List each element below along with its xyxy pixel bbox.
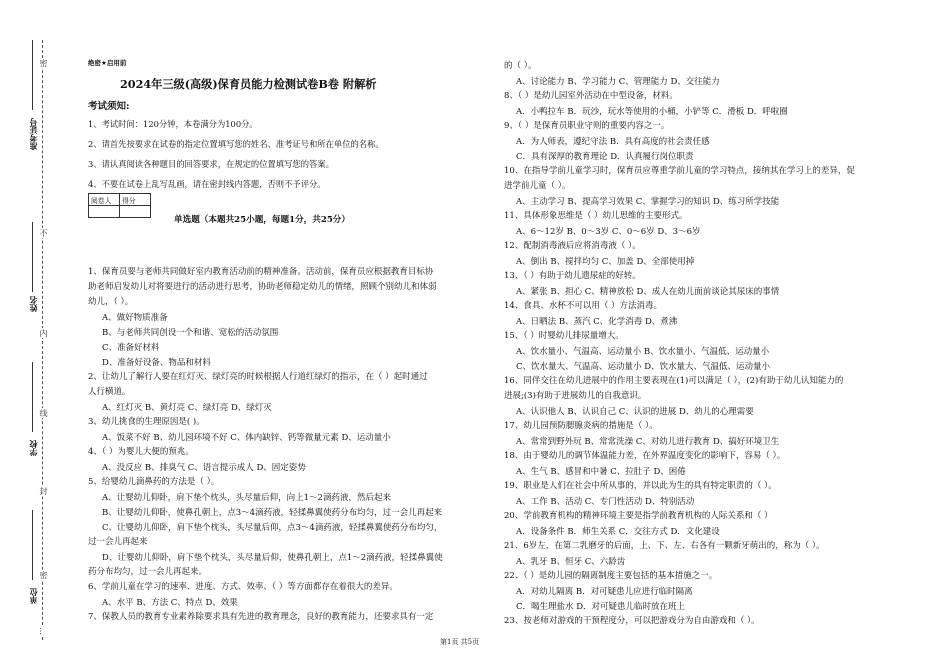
- answer-option: B、让婴幼儿仰卧，使鼻孔朝上，点3～4滴药液，轻揉鼻翼使药分布均匀，过一会儿再起来: [102, 508, 443, 518]
- answer-option: A．设备条件 B．师生关系 C．交往方式 D．文化建设: [516, 527, 720, 537]
- question-line: 19、职业是人们在社会中所从事的，并以此为生的具有特定职责的（ ）。: [504, 481, 777, 491]
- answer-option: A、红灯灭 B、黄灯亮 C、绿灯亮 D、绿灯灭: [102, 403, 272, 413]
- answer-option: C、让婴幼儿仰卧，肩下垫个枕头，头尽量后仰，点3～4滴药液，轻揉鼻翼使药分布均匀，: [102, 523, 443, 533]
- question-line: 的（ ）。: [504, 61, 537, 71]
- question-line: 6、学前儿童在学习的速率、进度、方式、效率、（ ）等方面都存在着很大的差异。: [88, 582, 398, 592]
- seal-mark: 密: [39, 59, 48, 67]
- answer-option: A、认识他人 B、认识自己 C、认识的进展 D、幼儿的心理需要: [516, 407, 754, 417]
- answer-option: C、饮水量大、气温高、运动量小 D、饮水量大、气温低、运动量小: [516, 362, 771, 372]
- answer-option: A．小鸭拉车 B．玩沙，玩水等使用的小桶，小铲等 C．滑板 D．呼啦圈: [516, 107, 788, 117]
- question-line: 进学前儿童（ ）。: [504, 181, 571, 191]
- question-line: 10、在指导学前儿童学习时，保育员应尊重学前儿童的学习特点，接纳其在学习上的差异，促: [504, 166, 855, 176]
- answer-option: A、常常到野外玩 B、常常洗澡 C、对幼儿进行教育 D、搞好环境卫生: [516, 437, 780, 447]
- question-line: 过一会儿再起来: [88, 537, 148, 547]
- answer-option: A、紧张 B、担心 C、精神放松 D、成人在幼儿面前谈论其尿床的事情: [516, 287, 780, 297]
- score-box: [88, 193, 151, 218]
- question-line: 12、配制消毒液后应将消毒液（ ）。: [504, 241, 641, 251]
- question-line: 21、6岁左，在第二乳磨牙的后面，上、下、左、右各有一颗新牙萌出的，称为（ ）。: [504, 541, 825, 551]
- question-line: 20、学前教育机构的精神环境主要是指学前教育机构的人际关系和（ ）: [504, 511, 773, 521]
- question-line: 药分布均匀，过一会儿再起来。: [88, 567, 208, 577]
- question-line: 1、保育员要与老师共同做好室内教育活动前的精神准备。活动前，保育员应根据教育目标协: [88, 267, 434, 277]
- question-line: 3、幼儿挑食的生理原因是( )。: [88, 417, 205, 427]
- question-line: 17、幼儿园预防腮腺炎病的措施是（ ）。: [504, 421, 658, 431]
- question-line: 2、让幼儿了解行人要在红灯灭、绿灯亮的时候根据人行道红绿灯的指示，在（ ）起时通过: [88, 372, 428, 382]
- question-line: 9、（ ）是保育员职业守则的重要内容之一。: [504, 121, 670, 131]
- question-line: 助老师启发幼儿对将要进行的活动进行思考，协助老师稳定幼儿的情绪，照顾个别幼儿和体弱: [88, 282, 437, 292]
- sidebar-label-exam-number: 准考证号: [29, 118, 38, 150]
- answer-option: A．对幼儿隔离 B．对可疑患儿应进行临时隔离: [516, 587, 693, 597]
- answer-option: A、饭菜不好 B、幼儿园环境不好 C、体内缺锌、钙等微量元素 D、运动量小: [102, 433, 391, 443]
- seal-mark: 封: [39, 487, 48, 495]
- question-line: 8、（ ）是幼儿园室外活动在中型设备，材料。: [504, 91, 678, 101]
- answer-option: A、日晒法 B、蒸汽 C、化学消毒 D、煮沸: [516, 317, 678, 327]
- notice-item: 4、不要在试卷上乱写乱画，请在密封线内答题，否则不予评分。: [88, 179, 326, 189]
- score-box-score: 得分: [120, 194, 151, 206]
- secret-mark: 绝密★启用前: [88, 59, 127, 67]
- question-line: 11、具体形象思维是（ ）幼儿思维的主要形式。: [504, 211, 688, 221]
- question-line: 13、（ ）有助于幼儿遗尿症的好转。: [504, 271, 641, 281]
- answer-option: A、工作 B、活动 C、专门性活动 D、特别活动: [516, 497, 695, 507]
- question-line: 23、按老师对游戏的干预程度分，可以把游戏分为自由游戏和（ ）。: [504, 616, 760, 626]
- answer-option: C．喝生理盐水 D．对可疑患儿临时放在班上: [516, 602, 686, 612]
- question-line: 14、食具、水杯不可以用（ ）方法消毒。: [504, 301, 663, 311]
- question-line: 18、由于婴幼儿的调节体温能力差，在外界温度变化的影响下，容易（ ）。: [504, 451, 786, 461]
- answer-option: C、准备好材料: [102, 343, 160, 353]
- answer-option: A、让婴幼儿仰卧，肩下垫个枕头，头尽量后仰，向上1～2滴药液，然后起来: [102, 493, 391, 503]
- answer-option: A、水平 B、方法 C、特点 D、效果: [102, 598, 238, 608]
- notice-item: 1、考试时间：120分钟，本卷满分为100分。: [88, 119, 258, 129]
- answer-option: D、让婴幼儿仰卧，肩下垫个枕头，头尽量后仰，使鼻孔朝上，点1～2滴药液，轻揉鼻翼使: [102, 553, 443, 563]
- question-line: 幼儿，（ ）。: [88, 297, 134, 307]
- answer-option: A、没反应 B、排臭气 C、语言提示成人 D、固定姿势: [102, 463, 306, 473]
- section-title: 单选题（本题共25小题，每题1分，共25分）: [174, 215, 350, 225]
- question-line: 22、（ ）是幼儿园的隔离制度主要包括的基本措施之一。: [504, 571, 718, 581]
- question-line: 15、（ ）时婴幼儿排尿量增大。: [504, 331, 624, 341]
- page-title: 2024年三级(高级)保育员能力检测试卷B卷 附解析: [120, 77, 377, 91]
- score-box-score-blank[interactable]: [120, 206, 151, 218]
- question-line: 7、保教人员的教育专业素养除要求具有先进的教育理念，良好的教育能力，还要求具有一定: [88, 612, 434, 622]
- answer-option: A．为人师表，遵纪守法 B．具有高度的社会责任感: [516, 137, 710, 147]
- answer-option: A、饮水量小、气温高、运动量小 B、饮水量小、气温低、运动量小: [516, 347, 770, 357]
- sidebar-label-unit: 单位: [29, 588, 38, 604]
- question-line: 进展;(3)有助于进展幼儿的自我意识。: [504, 391, 647, 401]
- sidebar-label-name: 姓名: [29, 296, 38, 312]
- exam-number-fill-line: [32, 40, 33, 110]
- binding-sidebar: [0, 0, 72, 671]
- name-fill-line: [32, 222, 33, 292]
- seal-mark: 密: [39, 571, 48, 579]
- question-line: 人行横道。: [88, 387, 131, 397]
- notice-item: 3、请认真阅读各种题目的回答要求，在规定的位置填写您的答案。: [88, 159, 334, 169]
- notice-heading: 考试须知:: [88, 101, 130, 112]
- answer-option: A、做好物质准备: [102, 313, 168, 323]
- question-line: 16、同伴交往在幼儿进展中的作用主要表现在(1)可以满足（ ），(2)有助于幼儿认知能力的: [504, 376, 844, 386]
- score-box-grader: 阅卷人: [89, 194, 120, 206]
- answer-option: A、讨论能力 B、学习能力 C、管理能力 D、交往能力: [516, 77, 720, 87]
- answer-option: C．具有深厚的教育理论 D．认真履行岗位职责: [516, 152, 694, 162]
- seal-mark: 线: [39, 409, 48, 417]
- seal-mark: 内: [39, 329, 48, 337]
- answer-option: A、倒出 B、搅拌均匀 C、加盖 D、全部使用掉: [516, 257, 695, 267]
- score-box-grader-blank[interactable]: [89, 206, 120, 218]
- seal-mark: 不: [39, 229, 48, 237]
- unit-fill-line: [32, 510, 33, 580]
- seal-mark: …: [38, 627, 47, 635]
- seal-line: [42, 40, 43, 640]
- answer-option: D、准备好设备、物品和材料: [102, 358, 211, 368]
- answer-option: A、主动学习 B、提高学习效果 C、掌握学习的知识 D、练习所学技能: [516, 197, 780, 207]
- question-line: 5、给婴幼儿滴鼻药的方法是（ ）。: [88, 477, 220, 487]
- answer-option: A、乳牙 B、恒牙 C、六龄齿: [516, 557, 626, 567]
- page-footer: 第1页 共5页: [440, 638, 480, 646]
- question-line: 4、（ ）为婴儿大便的预兆。: [88, 447, 194, 457]
- notice-item: 2、请首先按要求在试卷的指定位置填写您的姓名、准考证号和所在单位的名称。: [88, 139, 384, 149]
- answer-option: A、6～12岁 B、0～3岁 C、0～6岁 D、3～6岁: [516, 227, 701, 237]
- sidebar-label-school: 学校: [29, 440, 38, 456]
- answer-option: A、生气 B、感冒和中暑 C、拉肚子 D、困倦: [516, 467, 686, 477]
- answer-option: B、与老师共同创设一个和谐、宽松的活动氛围: [102, 328, 279, 338]
- school-fill-line: [32, 362, 33, 432]
